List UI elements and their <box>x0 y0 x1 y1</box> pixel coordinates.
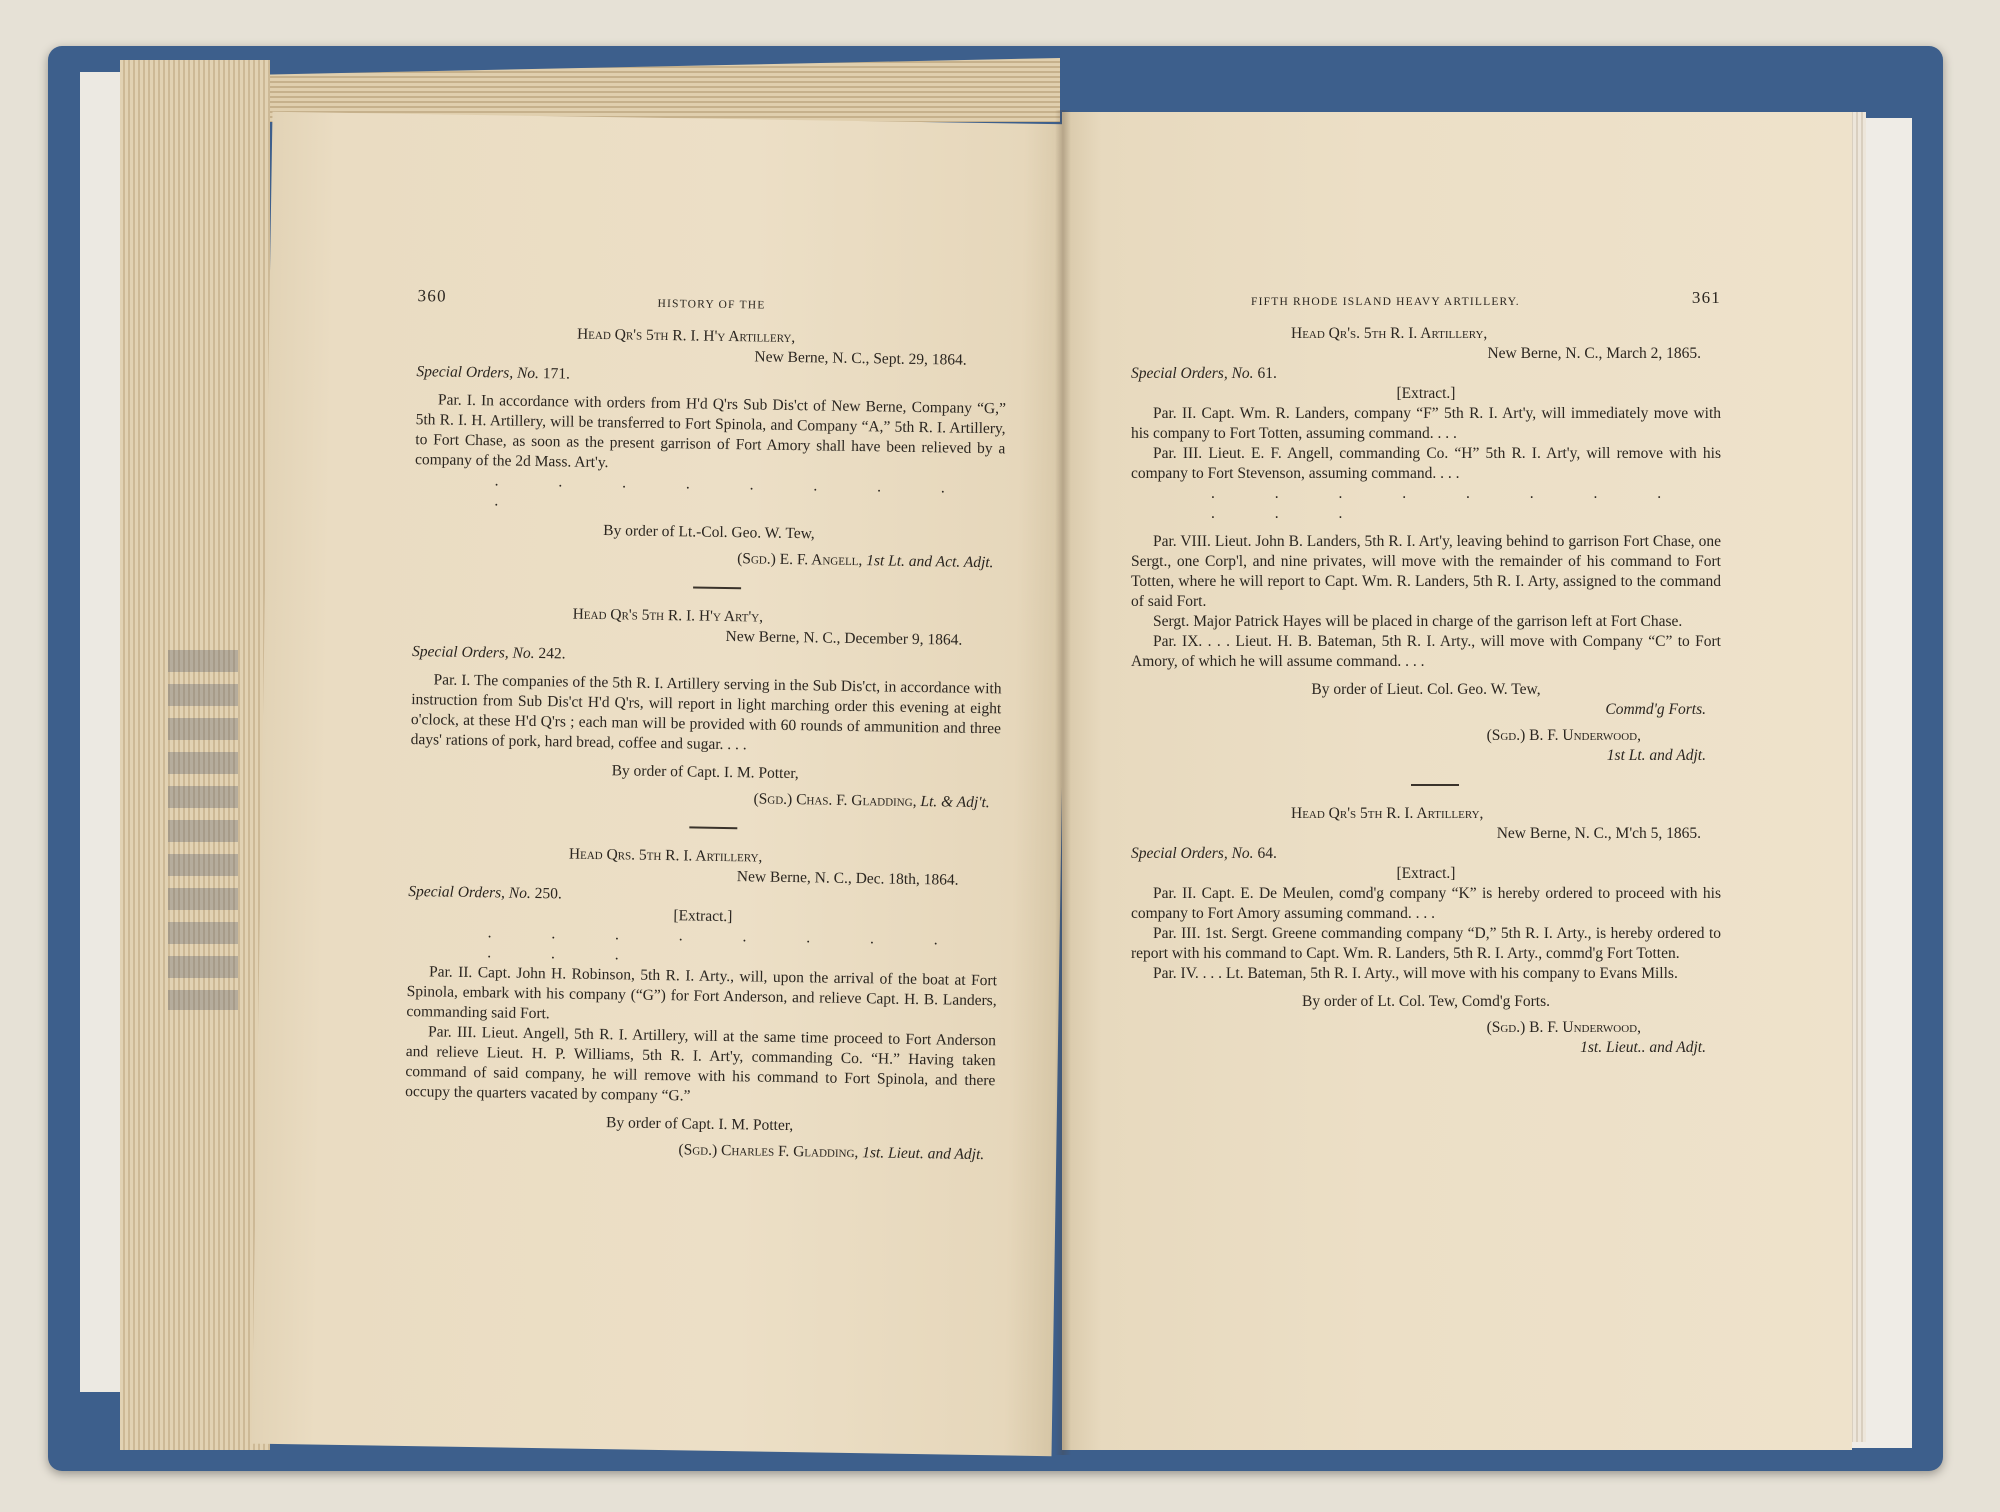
by-order-line: By order of Capt. I. M. Potter, <box>611 762 799 783</box>
running-title: HISTORY OF THE <box>657 297 766 312</box>
signature-title: 1st. Lieut.. and Adjt. <box>1580 1039 1706 1056</box>
signature-title: 1st Lt. and Adjt. <box>1606 747 1706 764</box>
order-paragraph: Sergt. Major Patrick Hayes will be placed in charge of the garrison left at Fort Chase. <box>1153 613 1683 630</box>
ellipsis-row: . . . . . . . . . . . <box>1211 485 1690 522</box>
order-heading: Head Qr's 5th R. I. Artillery, <box>1291 805 1484 822</box>
section-rule <box>1411 784 1459 786</box>
order-paragraph: Par. III. Lieut. Angell, 5th R. I. Artillery, will at the same time proceed to Fort Anderson and relieve Lieut. H. P. Williams, 5th R. I. Art'y, commanding Co. “H.” Having taken command of said company, he will remove with his command to Fort Spinola, and there occupy the quarters vacated by company “G.” <box>405 1023 997 1105</box>
special-order <box>404 842 999 1165</box>
order-place-date: New Berne, N. C., Sept. 29, 1864. <box>754 348 967 369</box>
order-heading: Head Qr's 5th R. I. H'y Art'y, <box>572 605 764 626</box>
order-paragraph: Par. II. Capt. Wm. R. Landers, company “F” 5th R. I. Art'y, will immediately move with his company to Fort Totten, assuming command. . . . <box>1131 405 1721 442</box>
order-heading: Head Qr's 5th R. I. H'y Artillery, <box>576 325 796 347</box>
special-orders-line: Special Orders, No. 61. <box>1131 365 1277 382</box>
section-rule <box>693 586 741 589</box>
order-paragraph: Par. VIII. Lieut. John B. Landers, 5th R. I. Art'y, leaving behind to garrison Fort Chase, one Sergt., one Corp'l, and nine privates, will move with the remainder of his command to Fort Totten, where he will report to Capt. Wm. R. Landers, 5th R. I. Arty, assigned to the command of said Fort. <box>1131 533 1721 610</box>
extract-label: [Extract.] <box>673 907 733 926</box>
special-orders-line: Special Orders, No. 171. <box>416 363 571 383</box>
order-paragraph: Par. II. Capt. E. De Meulen, comd'g company “K” is hereby ordered to proceed with his company to Fort Amory assuming command. . . . <box>1131 885 1721 922</box>
right-page <box>1062 112 1852 1450</box>
page-number: 361 <box>1691 288 1721 307</box>
order-place-date: New Berne, N. C., M'ch 5, 1865. <box>1496 825 1701 842</box>
signature-line: (Sgd.) B. F. Underwood, <box>1486 1019 1641 1036</box>
left-page-content <box>404 286 1008 1171</box>
signature-line: (Sgd.) B. F. Underwood, <box>1486 727 1641 744</box>
extract-label: [Extract.] <box>1396 865 1456 882</box>
special-order <box>413 322 1007 573</box>
right-page-content <box>1131 288 1721 1064</box>
order-paragraph: Par. III. Lieut. E. F. Angell, commanding Co. “H” 5th R. I. Art'y, will remove with his company to Fort Stevenson, assuming command. . . . <box>1131 445 1721 482</box>
ellipsis-row: . . . . . . . . . <box>494 472 973 510</box>
signature-line: (Sgd.) Chas. F. Gladding, Lt. & Adj't. <box>753 790 990 812</box>
page-number: 360 <box>417 286 447 306</box>
special-orders-line: Special Orders, No. 250. <box>408 883 562 903</box>
special-order <box>1131 324 1721 766</box>
order-heading: Head Qr's. 5th R. I. Artillery, <box>1291 325 1488 342</box>
left-endpaper <box>80 72 120 1392</box>
signature-line: (Sgd.) E. F. Angell, 1st Lt. and Act. Adjt. <box>737 550 994 572</box>
section-rule <box>689 826 737 829</box>
order-paragraph: Par. IX. . . . Lieut. H. B. Bateman, 5th R. I. Arty., will move with Company “C” to Fort Amory, of which he will assume command. . . . <box>1131 633 1721 670</box>
by-order-line: By order of Lieut. Col. Geo. W. Tew, <box>1311 681 1541 698</box>
running-title: FIFTH RHODE ISLAND HEAVY ARTILLERY. <box>1251 296 1520 308</box>
extract-label: [Extract.] <box>1396 385 1456 402</box>
by-order-line: By order of Lt.-Col. Geo. W. Tew, <box>603 522 815 543</box>
order-heading: Head Qrs. 5th R. I. Artillery, <box>568 845 763 866</box>
special-orders-line: Special Orders, No. 242. <box>411 643 566 663</box>
by-order-line: By order of Capt. I. M. Potter, <box>605 1114 794 1135</box>
signature-line: (Sgd.) Charles F. Gladding, 1st. Lieut. and Adjt. <box>678 1141 985 1164</box>
order-paragraph: Par. IV. . . . Lt. Bateman, 5th R. I. Arty., will move with his company to Evans Mills. <box>1153 965 1678 982</box>
ellipsis-row: . . . . . . . . . . . <box>487 924 966 964</box>
library-stamp <box>168 650 238 1010</box>
book-gutter <box>1055 110 1071 1455</box>
left-page <box>252 112 1073 1456</box>
special-order <box>410 602 1003 813</box>
order-place-date: New Berne, N. C., March 2, 1865. <box>1487 345 1701 362</box>
order-paragraph: Par. I. The companies of the 5th R. I. Artillery serving in the Sub Dis'ct, in accordance with instruction from Sub Dis'ct H'd Q'rs, will report in light marching order this evening at eight o'clock, at these H'd Q'rs ; each man will be provided with 60 rounds of ammunition and three days' rations of pork, hard bread, coffee and sugar. . . . <box>410 671 1002 754</box>
order-place-date: New Berne, N. C., Dec. 18th, 1864. <box>736 868 959 889</box>
special-order <box>1131 804 1721 1058</box>
order-paragraph: Par. II. Capt. John H. Robinson, 5th R. I. Arty., will, upon the arrival of the boat at Fort Spinola, embark with his company (“G”) for Fort Anderson, and relieve Capt. H. B. Landers, commanding said Fort. <box>406 963 998 1023</box>
right-running-head <box>1131 288 1721 324</box>
by-order-line: By order of Lt. Col. Tew, Comd'g Forts. <box>1302 993 1550 1010</box>
order-place-date: New Berne, N. C., December 9, 1864. <box>725 627 963 649</box>
order-paragraph: Par. I. In accordance with orders from H'd Q'rs Sub Dis'ct of New Berne, Company “G,” 5th R. I. H. Artillery, will be transferred to Fort Spinola, and Company “A,” 5th R. I. Artillery, to Fort Chase, as soon as the present garrison of Fort Amory shall have been relieved by a company of the 2d Mass. Art'y. <box>414 391 1007 472</box>
command-title: Commd'g Forts. <box>1605 701 1706 718</box>
special-orders-line: Special Orders, No. 64. <box>1131 845 1277 862</box>
order-paragraph: Par. III. 1st. Sergt. Greene commanding company “D,” 5th R. I. Arty., is hereby ordered to report with his command to Capt. Wm. R. Landers, 5th R. I. Arty., commd'g Fort Totten. <box>1131 925 1721 962</box>
